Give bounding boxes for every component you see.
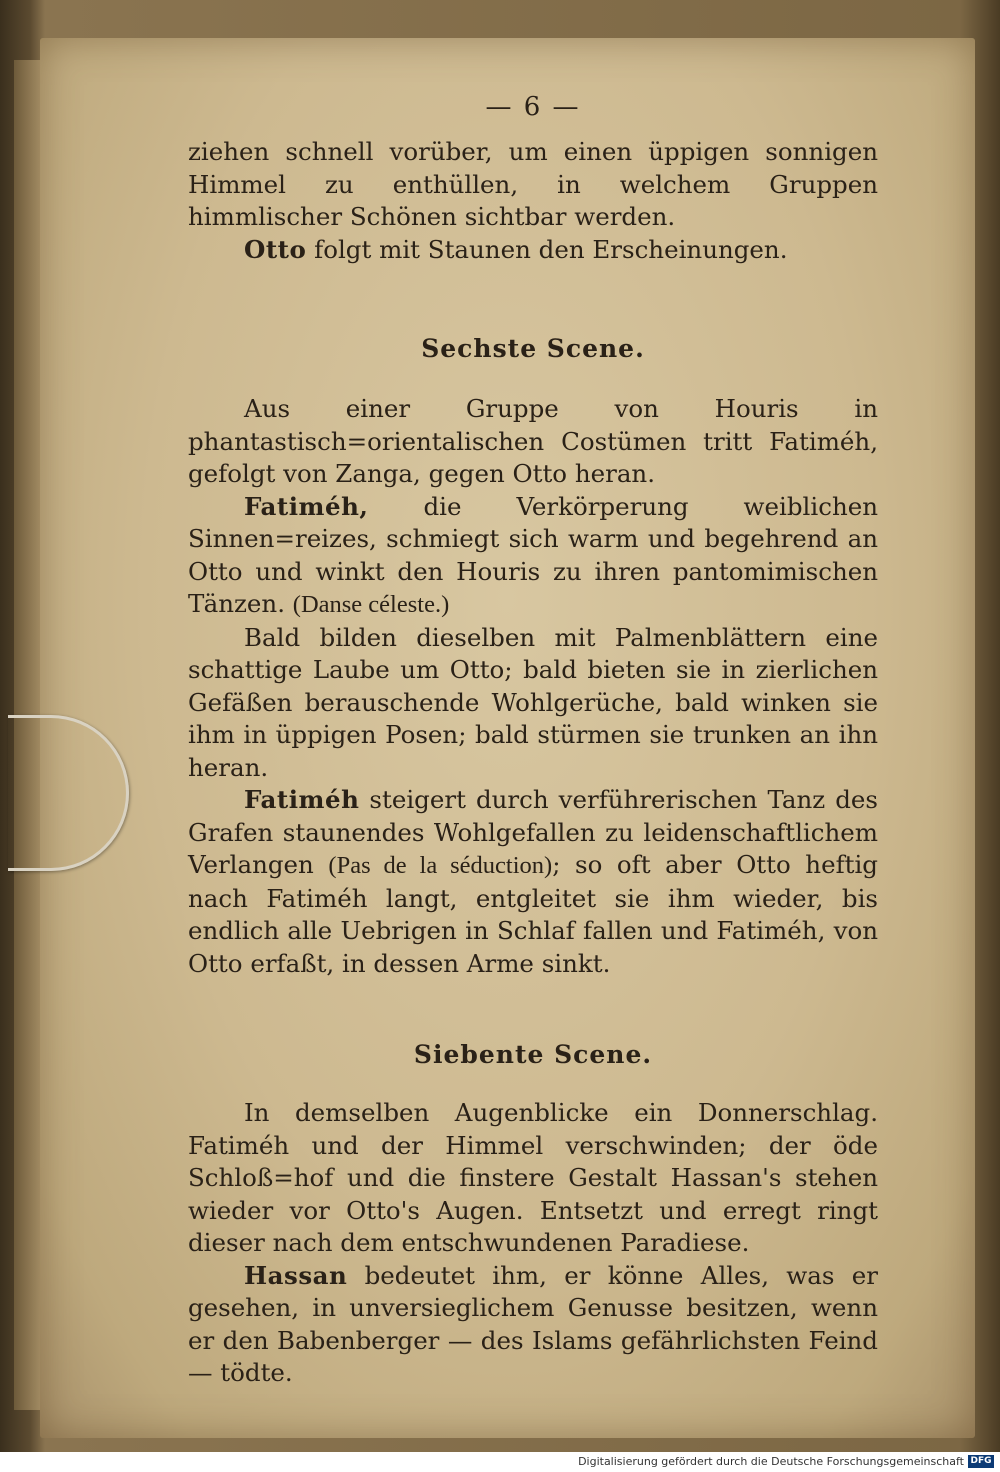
footer-bar <box>0 1452 1000 1472</box>
scene6-paragraph-3: Bald bilden dieselben mit Palmenblättern eine schattige Laube um Otto; bald bieten sie in zierlichen Gefäßen berauschende Wohlgerüche, bald winken sie ihm in üppigen Posen; bald stürmen sie trunken an ihn heran. <box>188 622 878 782</box>
stage-direction-latin: (Pas de la séduction) <box>328 852 553 879</box>
page-text <box>188 92 878 1390</box>
page-number: — 6 — <box>485 92 581 122</box>
footer-credit: Digitalisierung gefördert durch die Deutsche Forschungsgemeinschaft <box>578 1455 964 1468</box>
dfg-logo-icon: DFG <box>968 1455 994 1468</box>
character-name: Otto <box>244 234 307 264</box>
stage-direction-latin: (Danse céleste.) <box>292 591 450 618</box>
paragraph-text: folgt mit Staunen den Erscheinungen. <box>314 234 788 264</box>
character-name: Fatiméh, <box>244 491 369 521</box>
scene6-paragraph-4 <box>188 784 878 980</box>
intro-paragraph-otto <box>188 234 878 267</box>
scene6-paragraph-1: Aus einer Gruppe von Houris in phantastisch=orientalischen Costümen tritt Fatiméh, gefolgt von Zanga, gegen Otto heran. <box>188 394 878 488</box>
paragraph-text: die Verkörperung weiblichen Sinnen=reizes, schmiegt sich warm und begehrend an Otto und winkt den Houris zu ihren pantomimischen Tänzen. <box>188 491 878 618</box>
paragraph-text: steigert durch verführerischen Tanz des Grafen staunendes Wohlgefallen zu leidenschaftlichem Verlangen <box>188 785 878 879</box>
intro-paragraph: ziehen schnell vorüber, um einen üppigen sonnigen Himmel zu enthüllen, in welchem Gruppen himmlischer Schönen sichtbar werden. <box>188 137 878 231</box>
paragraph-text: bedeutet ihm, er könne Alles, was er gesehen, in unversieglichem Genusse besitzen, wenn er den Babenberger — des Islams gefährlichsten Feind — tödte. <box>188 1260 878 1387</box>
scene-heading-7: Siebente Scene. <box>413 1040 653 1069</box>
character-name: Fatiméh <box>244 785 360 814</box>
scene7-paragraph-1: In demselben Augenblicke ein Donnerschlag. Fatiméh und der Himmel verschwinden; der öde Schloß=hof und die finstere Gestalt Hassan's stehen wieder vor Otto's Augen. Entsetzt und erregt ringt dieser nach dem entschwundenen Paradiese. <box>188 1098 878 1257</box>
character-name: Hassan <box>244 1260 348 1290</box>
paragraph-text: ; so oft aber Otto heftig nach Fatiméh langt, entgleitet sie ihm wieder, bis endlich alle Uebrigen in Schlaf fallen und Fatiméh, von Otto erfaßt, in dessen Arme sinkt. <box>188 850 878 978</box>
scene7-paragraph-2 <box>188 1260 878 1390</box>
scene6-paragraph-2 <box>188 491 878 622</box>
scene-heading-6: Sechste Scene. <box>421 334 645 363</box>
